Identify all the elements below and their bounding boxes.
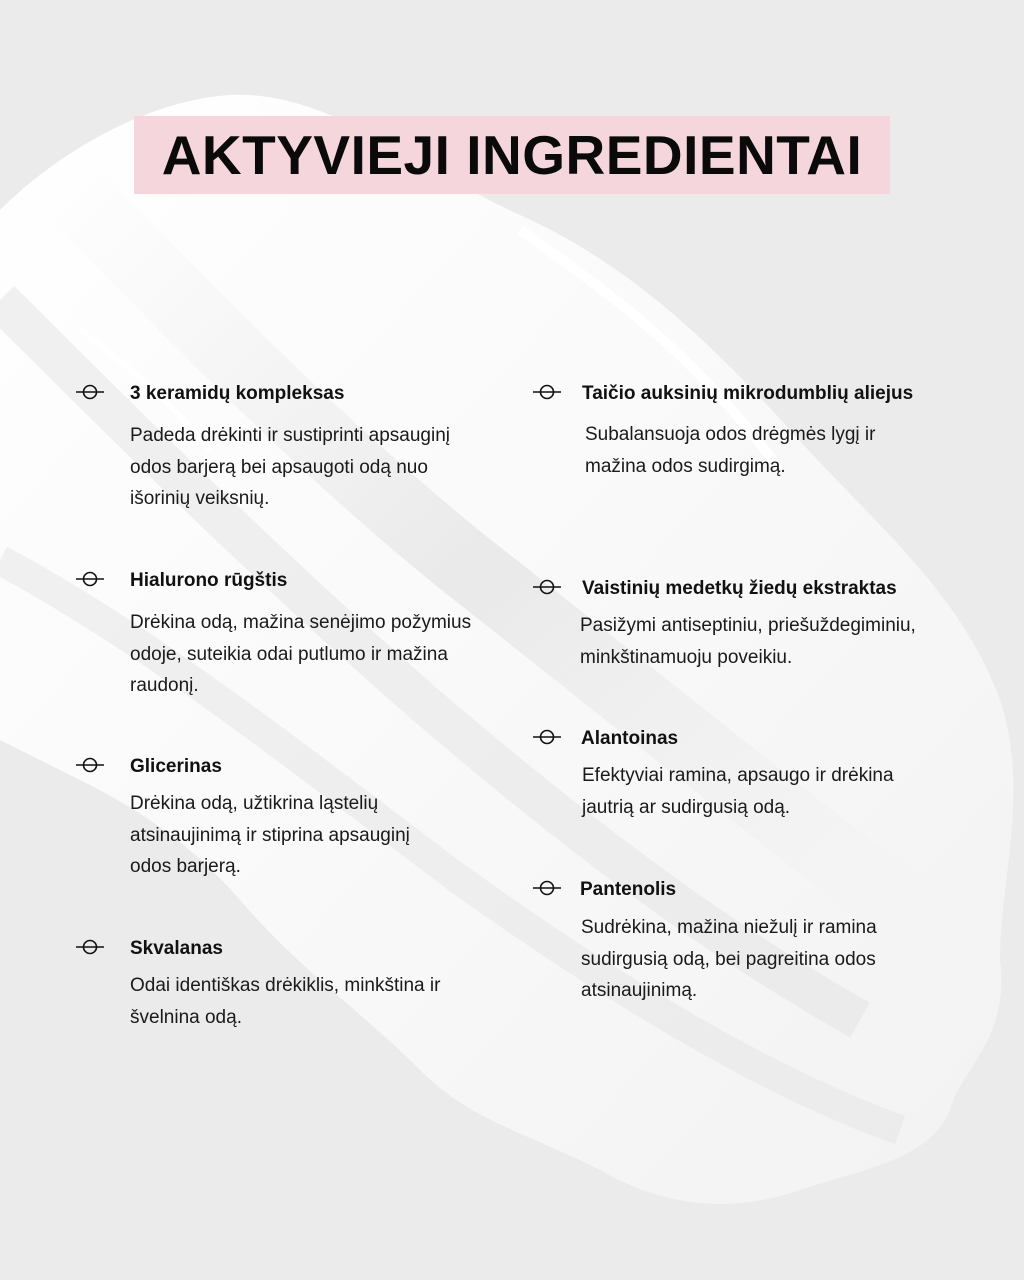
- ingredient-description: [130, 788, 530, 883]
- circle-line-bullet-icon: [533, 879, 561, 897]
- description-line: Drėkina odą, užtikrina ląstelių: [130, 793, 379, 814]
- description-line: Subalansuoja odos drėgmės lygį ir: [585, 424, 876, 445]
- circle-line-bullet-icon: [76, 383, 104, 401]
- ingredient-description: [130, 420, 530, 515]
- ingredient-description: [581, 912, 981, 1007]
- description-line: Sudrėkina, mažina niežulį ir ramina: [581, 917, 877, 938]
- circle-line-bullet-icon: [76, 570, 104, 588]
- description-line: švelnina odą.: [130, 1006, 242, 1028]
- ingredient-description: [130, 970, 530, 1033]
- description-line: Drėkina odą, mažina senėjimo požymius: [130, 612, 472, 633]
- ingredient-name: Pantenolis: [580, 879, 677, 900]
- description-line: mažina odos sudirgimą.: [585, 455, 786, 477]
- description-line: odos barjerą.: [130, 856, 241, 877]
- description-line: raudonį.: [130, 675, 199, 696]
- page-title: AKTYVIEJI INGREDIENTAI: [161, 124, 863, 186]
- description-line: Efektyviai ramina, apsaugo ir drėkina: [582, 765, 894, 786]
- circle-line-bullet-icon: [76, 756, 104, 774]
- ingredient-description: [585, 419, 985, 482]
- circle-line-bullet-icon: [76, 938, 104, 956]
- description-line: išorinių veiksnių.: [130, 488, 270, 509]
- ingredient-name: Taičio auksinių mikrodumblių aliejus: [582, 383, 914, 404]
- description-line: sudirgusią odą, bei pagreitina odos: [581, 948, 876, 970]
- description-line: atsinaujinimą.: [581, 980, 698, 1001]
- circle-line-bullet-icon: [533, 383, 561, 401]
- ingredient-name: Vaistinių medetkų žiedų ekstraktas: [582, 578, 897, 599]
- ingredient-description: [130, 607, 530, 702]
- description-line: jautrią ar sudirgusią odą.: [582, 796, 791, 818]
- ingredient-name: Hialurono rūgštis: [130, 570, 288, 591]
- ingredient-description: [582, 760, 982, 823]
- description-line: atsinaujinimą ir stiprina apsauginį: [130, 824, 410, 846]
- circle-line-bullet-icon: [533, 578, 561, 596]
- description-line: odos barjerą bei apsaugoti odą nuo: [130, 456, 428, 478]
- description-line: odoje, suteikia odai putlumo ir mažina: [130, 643, 448, 665]
- description-line: minkštinamuoju poveikiu.: [580, 646, 793, 668]
- title-banner: [134, 116, 890, 194]
- ingredient-description: [580, 610, 1000, 673]
- ingredient-name: 3 keramidų kompleksas: [130, 383, 345, 404]
- description-line: Padeda drėkinti ir sustiprinti apsauginį: [130, 425, 451, 446]
- ingredient-name: Glicerinas: [130, 756, 222, 777]
- description-line: Pasižymi antiseptiniu, priešuždegiminiu,: [580, 615, 916, 636]
- description-line: Odai identiškas drėkiklis, minkština ir: [130, 975, 441, 996]
- ingredient-name: Alantoinas: [581, 728, 679, 749]
- ingredient-name: Skvalanas: [130, 938, 223, 959]
- circle-line-bullet-icon: [533, 728, 561, 746]
